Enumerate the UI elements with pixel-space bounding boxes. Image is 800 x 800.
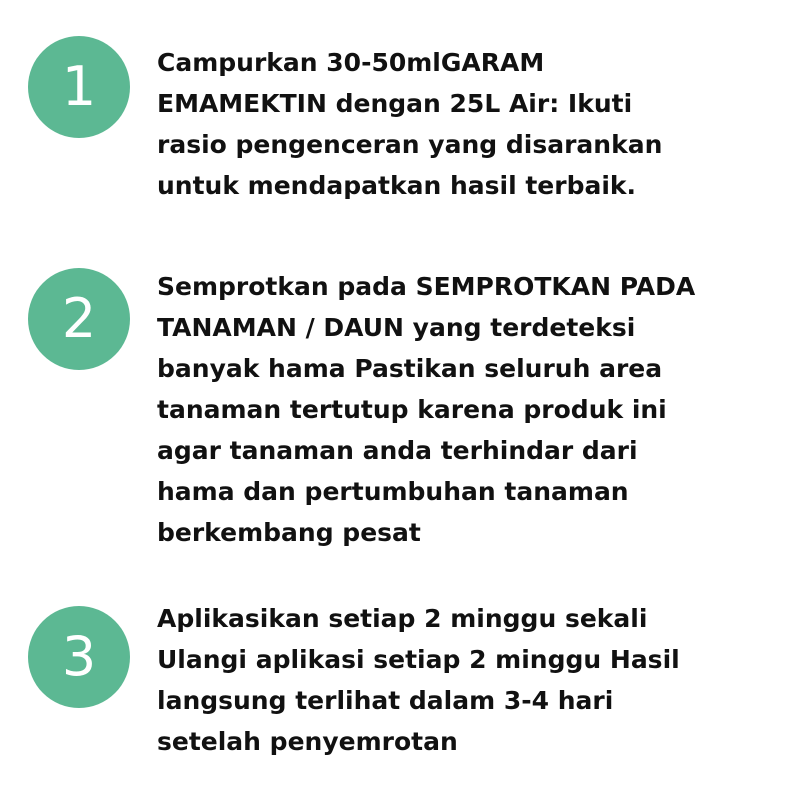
step-description: Campurkan 30-50mlGARAM EMAMEKTIN dengan 25L Air: Ikuti rasio pengenceran yang disarankan untuk mendapatkan hasil terbaik. [157, 48, 663, 200]
step-number: 1 [61, 55, 97, 118]
step-number: 2 [61, 287, 97, 350]
step-number: 3 [61, 625, 97, 688]
step-number-badge [28, 606, 130, 708]
step-number-badge [28, 36, 130, 138]
step-number-badge [28, 268, 130, 370]
step-description: Aplikasikan setiap 2 minggu sekali Ulangi aplikasi setiap 2 minggu Hasil langsung terlihat dalam 3-4 hari setelah penyemrotan [157, 604, 680, 756]
step-description: Semprotkan pada SEMPROTKAN PADA TANAMAN / DAUN yang terdeteksi banyak hama Pastikan seluruh area tanaman tertutup karena produk ini agar tanaman anda terhindar dari hama dan pertumbuhan tanaman berkembang pesat [157, 272, 696, 547]
